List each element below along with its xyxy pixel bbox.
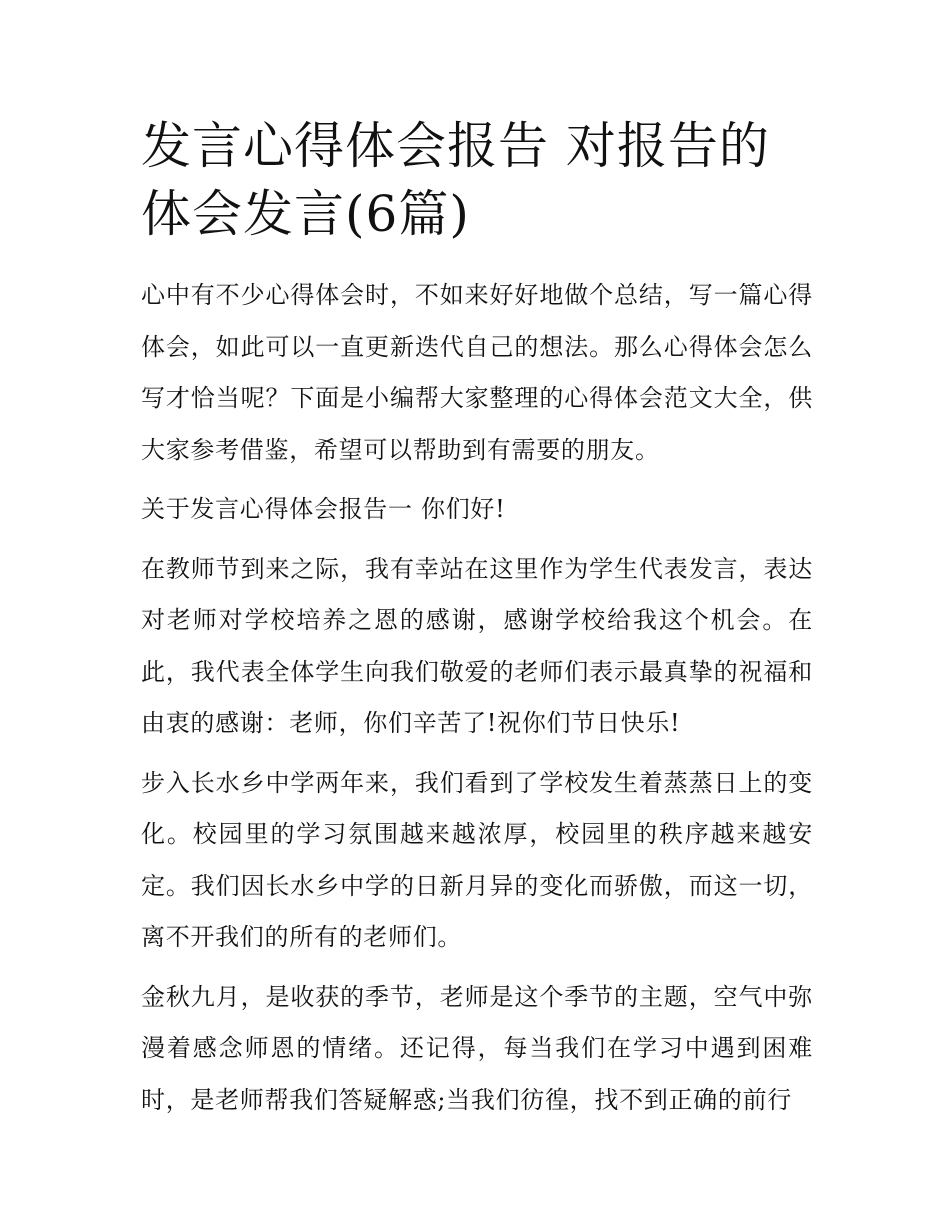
document-body — [141, 270, 813, 1126]
document-title: 发言心得体会报告 对报告的体会发言(6篇) — [141, 117, 770, 243]
paragraph-intro: 心中有不少心得体会时，不如来好好地做个总结，写一篇心得体会，如此可以一直更新迭代自己的想法。那么心得体会怎么写才恰当呢？下面是小编帮大家整理的心得体会范文大全，供大家参考借鉴，希望可以帮助到有需要的朋友。 — [141, 281, 813, 464]
paragraph-school-changes: 步入长水乡中学两年来，我们看到了学校发生着蒸蒸日上的变化。校园里的学习氛围越来越浓厚，校园里的秩序越来越安定。我们因长水乡中学的日新月异的变化而骄傲，而这一切，离不开我们的所有的老师们。 — [141, 768, 813, 951]
paragraph-section-heading: 关于发言心得体会报告一 你们好! — [141, 495, 506, 523]
document-content — [141, 112, 813, 1134]
paragraph-teachers-day: 在教师节到来之际，我有幸站在这里作为学生代表发言，表达对老师对学校培养之恩的感谢，感谢学校给我这个机会。在此，我代表全体学生向我们敬爱的老师们表示最真挚的祝福和由衷的感谢：老师，你们辛苦了!祝你们节日快乐! — [141, 554, 813, 737]
paragraph-golden-autumn: 金秋九月，是收获的季节，老师是这个季节的主题，空气中弥漫着感念师恩的情绪。还记得，每当我们在学习中遇到困难时，是老师帮我们答疑解惑;当我们彷徨，找不到正确的前行 — [141, 982, 813, 1114]
